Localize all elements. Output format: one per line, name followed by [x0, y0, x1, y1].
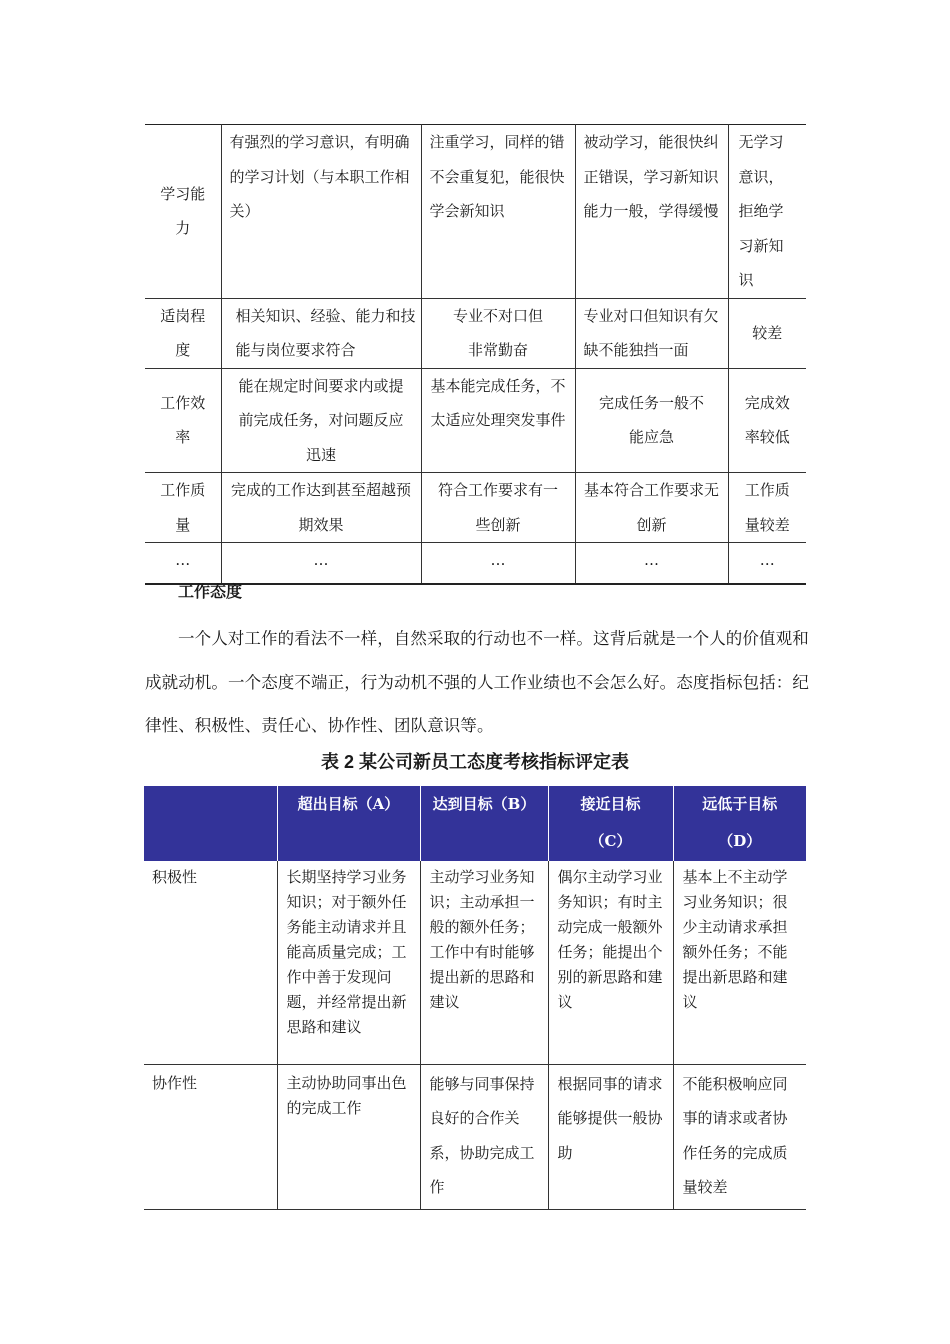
table-row	[144, 861, 806, 1064]
table-cell: 基本能完成任务，不太适应处理突发事件	[421, 368, 575, 473]
table-cell: …	[421, 543, 575, 584]
table-cell: 完成的工作达到甚至超越预期效果	[221, 473, 421, 543]
header-cell-a: 超出目标（A）	[277, 786, 420, 861]
table-caption: 表 2 某公司新员工态度考核指标评定表	[320, 752, 629, 772]
table-cell: 主动协助同事出色的完成工作	[277, 1064, 420, 1209]
header-cell-c: 接近目标（C）	[548, 786, 673, 861]
table-cell: 相关知识、经验、能力和技能与岗位要求符合	[221, 298, 421, 368]
table-cell: …	[221, 543, 421, 584]
row-label: 协作性	[144, 1064, 277, 1209]
table-cell: 能在规定时间要求内或提前完成任务，对问题反应迅速	[221, 368, 421, 473]
attitude-criteria-table	[144, 786, 806, 1210]
table-row	[145, 473, 806, 543]
row-label: …	[145, 543, 221, 584]
table-row	[145, 368, 806, 473]
header-cell-b: 达到目标（B）	[420, 786, 548, 861]
table-row	[144, 1064, 806, 1209]
table-cell: 主动学习业务知识；主动承担一般的额外任务；工作中有时能够提出新的思路和建议	[420, 861, 548, 1064]
row-label: 工作质量	[145, 473, 221, 543]
table-cell: 专业不对口但非常勤奋	[421, 298, 575, 368]
table-header-row	[144, 786, 806, 861]
section-paragraph: 一个人对工作的看法不一样，自然采取的行动也不一样。这背后就是一个人的价值观和成就动机。一个态度不端正，行为动机不强的人工作业绩也不会怎么好。态度指标包括：纪律性、积极性、责任心、协作性、团队意识等。	[145, 629, 809, 735]
table-cell: …	[575, 543, 728, 584]
table-cell: 根据同事的请求能够提供一般协助	[548, 1064, 673, 1209]
table-cell: 基本上不主动学习业务知识；很少主动请求承担额外任务；不能提出新思路和建议	[673, 861, 806, 1064]
row-label: 适岗程度	[145, 298, 221, 368]
table-cell: 注重学习，同样的错不会重复犯，能很快学会新知识	[421, 125, 575, 299]
table-cell: 工作质量较差	[728, 473, 806, 543]
table-cell: 被动学习，能很快纠正错误，学习新知识能力一般，学得缓慢	[575, 125, 728, 299]
section-heading: 工作态度	[178, 584, 243, 601]
row-label: 工作效率	[145, 368, 221, 473]
table-cell: 无学习意识，拒绝学习新知识	[728, 125, 806, 299]
table-cell: 专业对口但知识有欠缺不能独挡一面	[575, 298, 728, 368]
header-cell-d: 远低于目标（D）	[673, 786, 806, 861]
table-cell: 长期坚持学习业务知识；对于额外任务能主动请求并且能高质量完成；工作中善于发现问题，并经常提出新思路和建议	[277, 861, 420, 1064]
table-cell: …	[728, 543, 806, 584]
ability-criteria-table	[145, 124, 806, 585]
table-cell: 基本符合工作要求无创新	[575, 473, 728, 543]
table-row	[145, 125, 806, 299]
table-row	[145, 298, 806, 368]
table-cell: 较差	[728, 298, 806, 368]
table-cell: 偶尔主动学习业务知识；有时主动完成一般额外任务；能提出个别的新思路和建议	[548, 861, 673, 1064]
table-cell: 不能积极响应同事的请求或者协作任务的完成质量较差	[673, 1064, 806, 1209]
table-cell: 完成任务一般不能应急	[575, 368, 728, 473]
row-label: 学习能力	[160, 184, 206, 238]
row-label: 积极性	[152, 868, 198, 886]
table-cell: 完成效率较低	[728, 368, 806, 473]
table-cell: 有强烈的学习意识，有明确的学习计划（与本职工作相关）	[221, 125, 421, 299]
table-cell: 符合工作要求有一些创新	[421, 473, 575, 543]
header-cell-empty	[144, 786, 277, 861]
table-cell: 能够与同事保持良好的合作关系，协助完成工作	[420, 1064, 548, 1209]
table-row	[145, 543, 806, 584]
